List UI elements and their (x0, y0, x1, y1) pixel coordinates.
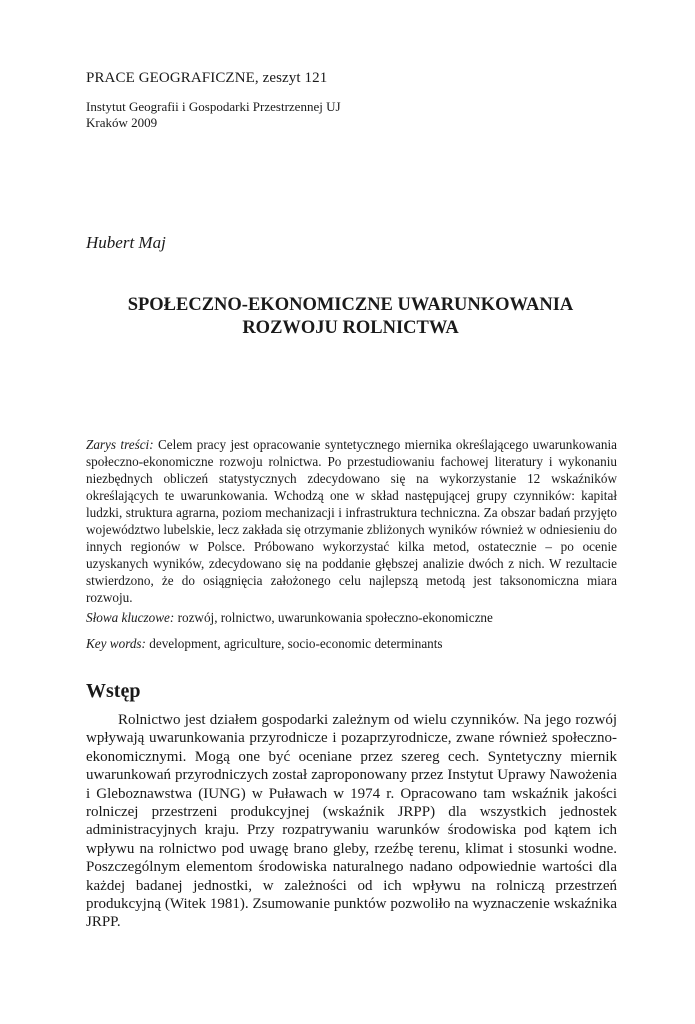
abstract-text: Celem pracy jest opracowanie syntetycznego miernika określającego uwarunkowania społeczno-ekonomiczne rozwoju rolnictwa. Po przestudiowaniu fachowej literatury i wykonaniu niezbędnych obliczeń statystycznych zdecydowano się na wykorzystanie 12 wskaźników określających te uwarunkowania. Wchodzą one w skład następującej grupy czynników: kapitał ludzki, struktura agrarna, poziom mechanizacji i infrastruktura techniczna. Za obszar badań przyjęto województwo lubelskie, lecz zakłada się otrzymanie zbliżonych wyników również w odniesieniu do innych regionów w Polsce. Próbowano wykorzystać kilka metod, ostatecznie – po ocenie uzyskanych wyników, zdecydowano się na poddanie głębszej analizie dwóch z nich. W rezultacie stwierdzono, że do osiągnięcia założonego celu najlepszą metodą jest taksonomiczna miara rozwoju. (86, 437, 618, 605)
author-name: Hubert Maj (86, 233, 166, 252)
title-line-1: SPOŁECZNO-EKONOMICZNE UWARUNKOWANIA (127, 295, 574, 315)
keywords-polish-text: rozwój, rolnictwo, uwarunkowania społeczno-ekonomiczne (177, 610, 493, 625)
title-line-2: ROZWOJU ROLNICTWA (242, 318, 459, 338)
article-title (86, 294, 615, 340)
institute-name: Instytut Geografii i Gospodarki Przestrzennej UJ (86, 99, 341, 114)
abstract-label: Zarys treści: (86, 437, 154, 452)
keywords-english (86, 635, 617, 652)
place-year: Kraków 2009 (86, 115, 158, 130)
publisher-info (86, 99, 341, 131)
keywords-polish (86, 609, 617, 626)
keywords-polish-label: Słowa kluczowe: (86, 610, 175, 625)
abstract (86, 436, 617, 606)
keywords-english-label: Key words: (86, 636, 146, 651)
section-body: Rolnictwo jest działem gospodarki zależnym od wielu czynników. Na jego rozwój wpływają uwarunkowania przyrodnicze i pozaprzyrodnicze, zwane również społeczno-ekonomicznymi. Mogą one być oceniane przez szereg cech. Syntetyczny miernik uwarunkowań przyrodniczych został zaproponowany przez Instytut Uprawy Nawożenia i Gleboznawstwa (IUNG) w Puławach w 1974 r. Opracowano tam wskaźnik jakości rolniczej przestrzeni produkcyjnej (wskaźnik JRPP) dla wszystkich jednostek administracyjnych kraju. Przy rozpatrywaniu warunków środowiska pod kątem ich wpływu na rolnictwo pod uwagę brano gleby, rzeźbę terenu, klimat i stosunki wodne. Poszczególnym elementom środowiska naturalnego nadano odpowiednie wartości dla każdej badanej jednostki, w zależności od ich wpływu na rolniczą przestrzeń produkcyjną (Witek 1981). Zsumowanie punktów pozwoliło na wyznaczenie wskaźnika JRPP. (86, 712, 617, 931)
journal-series: PRACE GEOGRAFICZNE, zeszyt 121 (86, 70, 328, 86)
keywords-english-text: development, agriculture, socio-economic determinants (149, 636, 443, 651)
section-heading: Wstęp (86, 680, 141, 702)
